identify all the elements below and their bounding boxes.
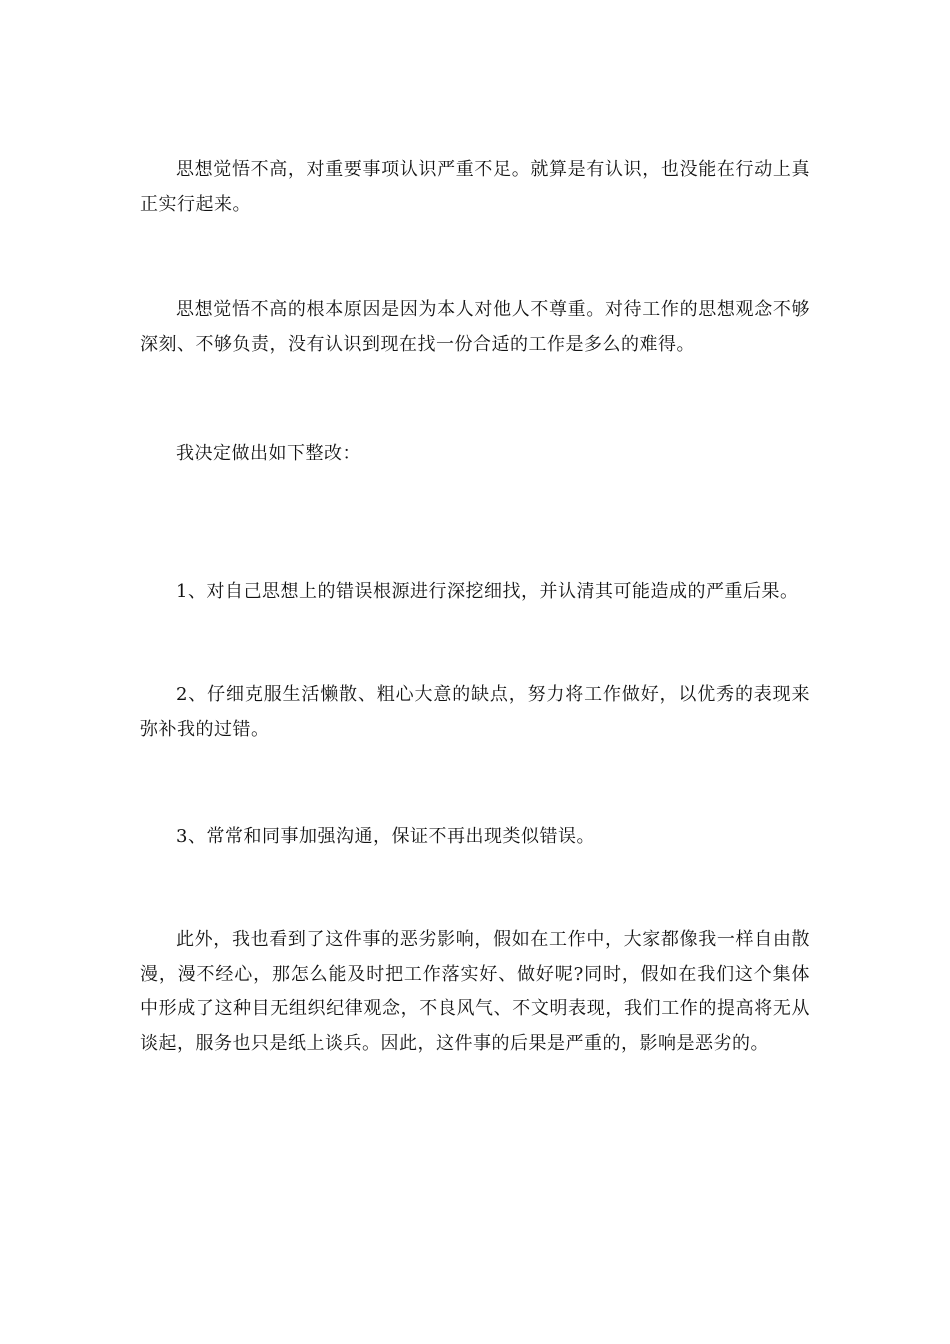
paragraph-awareness: 思想觉悟不高，对重要事项认识严重不足。就算是有认识，也没能在行动上真正实行起来。 [140, 159, 810, 215]
paragraph-root-cause: 思想觉悟不高的根本原因是因为本人对他人不尊重。对待工作的思想观念不够深刻、不够负责，没有认识到现在找一份合适的工作是多么的难得。 [140, 299, 810, 355]
list-item-3: 3、常常和同事加强沟通，保证不再出现类似错误。 [176, 826, 595, 847]
list-item-1: 1、对自己思想上的错误根源进行深挖细找，并认清其可能造成的严重后果。 [176, 581, 799, 602]
list-item-2: 2、仔细克服生活懒散、粗心大意的缺点，努力将工作做好，以优秀的表现来弥补我的过错。 [140, 684, 810, 740]
paragraph-consequences: 此外，我也看到了这件事的恶劣影响，假如在工作中，大家都像我一样自由散漫，漫不经心，那怎么能及时把工作落实好、做好呢?同时，假如在我们这个集体中形成了这种目无组织纪律观念，不良风气、不文明表现，我们工作的提高将无从谈起，服务也只是纸上谈兵。因此，这件事的后果是严重的，影响是恶劣的。 [140, 929, 810, 1054]
paragraph-rectification-intro: 我决定做出如下整改： [176, 443, 361, 464]
